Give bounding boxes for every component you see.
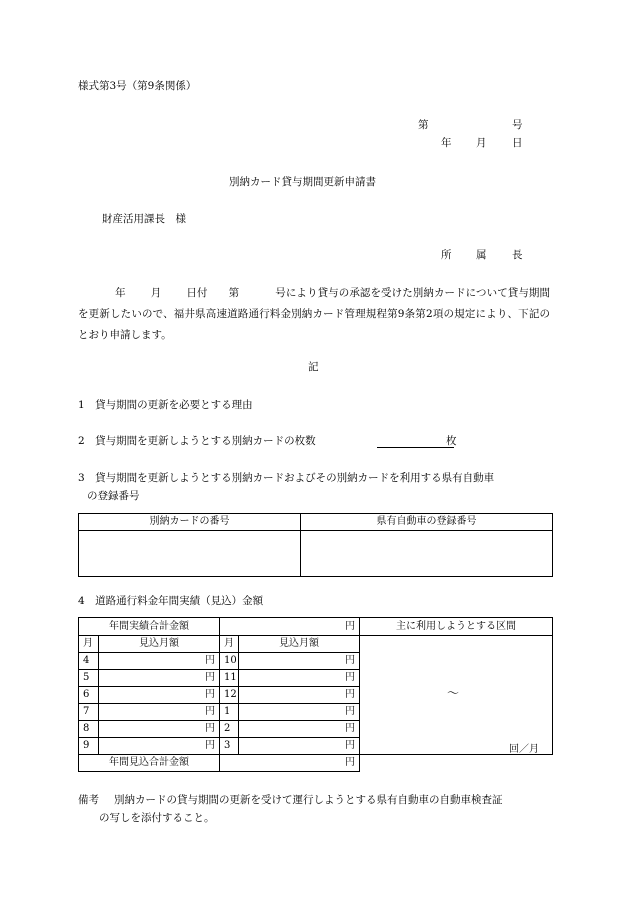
- estimate-header-right: 見込月額: [239, 636, 360, 653]
- card-count-underline: [377, 447, 454, 448]
- item-2-unit: 枚: [446, 435, 457, 447]
- note-text-1: 別納カードの貸与期間の更新を受けて運行しようとする県有自動車の自動車検査証: [114, 794, 503, 806]
- document-title: 別納カード貸与期間更新申請書: [229, 176, 376, 188]
- route-header: 主に利用しようとする区間: [360, 618, 553, 636]
- yen-cell: 円: [99, 738, 220, 755]
- card-number-cell: [79, 531, 301, 577]
- month-cell: 6: [79, 687, 99, 704]
- applicant-sho: 所: [441, 249, 452, 261]
- route-cell: [360, 636, 553, 755]
- month-cell: 9: [79, 738, 99, 755]
- body-day: 日付: [186, 287, 208, 299]
- item-3-line2: の登録番号: [87, 490, 140, 502]
- item-3-line1: 3 貸与期間を更新しようとする別納カードおよびその別納カードを利用する県有自動車: [78, 472, 495, 484]
- month-cell: 4: [79, 653, 99, 670]
- yen-cell: 円: [99, 687, 220, 704]
- yen-cell: 円: [99, 670, 220, 687]
- month-cell: 10: [220, 653, 239, 670]
- month-cell: 5: [79, 670, 99, 687]
- applicant-zoku: 属: [476, 249, 487, 261]
- yen-cell: 円: [239, 704, 360, 721]
- estimate-total-label: 年間見込合計金額: [79, 755, 220, 772]
- month-cell: 3: [220, 738, 239, 755]
- number-go: 号: [512, 119, 523, 131]
- item-4: 4 道路通行料金年間実績（見込）金額: [78, 595, 264, 607]
- month-cell: 8: [79, 721, 99, 738]
- month-cell: 2: [220, 721, 239, 738]
- fee-table: [78, 617, 553, 772]
- item-2: 2 貸与期間を更新しようとする別納カードの枚数: [78, 435, 316, 447]
- number-dai: 第: [418, 119, 429, 131]
- annual-total-label: 年間実績合計金額: [79, 618, 220, 636]
- yen-cell: 円: [99, 653, 220, 670]
- registration-number-header: 県有自動車の登録番号: [301, 514, 553, 531]
- body-rest: 号により貸与の承認を受けた別納カードについて貸与期間を更新したいので、福井県高速道路通行料金別納カード管理規程第9条第2項の規定により、下記のとおり申請します。: [78, 287, 551, 341]
- month-header-left: 月: [79, 636, 99, 653]
- body-dai: 第: [228, 287, 240, 299]
- yen-cell: 円: [239, 653, 360, 670]
- form-label: 様式第3号（第9条関係）: [78, 80, 197, 92]
- month-cell: 7: [79, 704, 99, 721]
- body-month: 月: [150, 287, 162, 299]
- body-paragraph: [78, 283, 550, 346]
- times-per-month: 回／月: [509, 744, 539, 755]
- item-1: 1 貸与期間の更新を必要とする理由: [78, 399, 253, 411]
- date-month: 月: [476, 137, 487, 149]
- applicant-cho: 長: [512, 249, 523, 261]
- annual-total-yen: 円: [220, 618, 360, 636]
- addressee: 財産活用課長 様: [102, 213, 186, 225]
- card-number-header: 別納カードの番号: [79, 514, 301, 531]
- registration-number-cell: [301, 531, 553, 577]
- note-label: 備考: [78, 794, 99, 806]
- note-text-2: の写しを添付すること。: [99, 812, 215, 824]
- yen-cell: 円: [239, 721, 360, 738]
- estimate-header-left: 見込月額: [99, 636, 220, 653]
- month-header-right: 月: [220, 636, 239, 653]
- yen-cell: 円: [239, 738, 360, 755]
- route-tilde: ～: [447, 686, 460, 700]
- body-year: 年: [115, 287, 126, 299]
- month-cell: 1: [220, 704, 239, 721]
- month-cell: 12: [220, 687, 239, 704]
- estimate-total-yen: 円: [220, 755, 360, 772]
- yen-cell: 円: [99, 704, 220, 721]
- date-year: 年: [441, 137, 452, 149]
- ki-heading: 記: [308, 361, 319, 373]
- yen-cell: 円: [99, 721, 220, 738]
- yen-cell: 円: [239, 687, 360, 704]
- yen-cell: 円: [239, 670, 360, 687]
- card-table: [78, 513, 553, 577]
- date-day: 日: [512, 137, 523, 149]
- month-cell: 11: [220, 670, 239, 687]
